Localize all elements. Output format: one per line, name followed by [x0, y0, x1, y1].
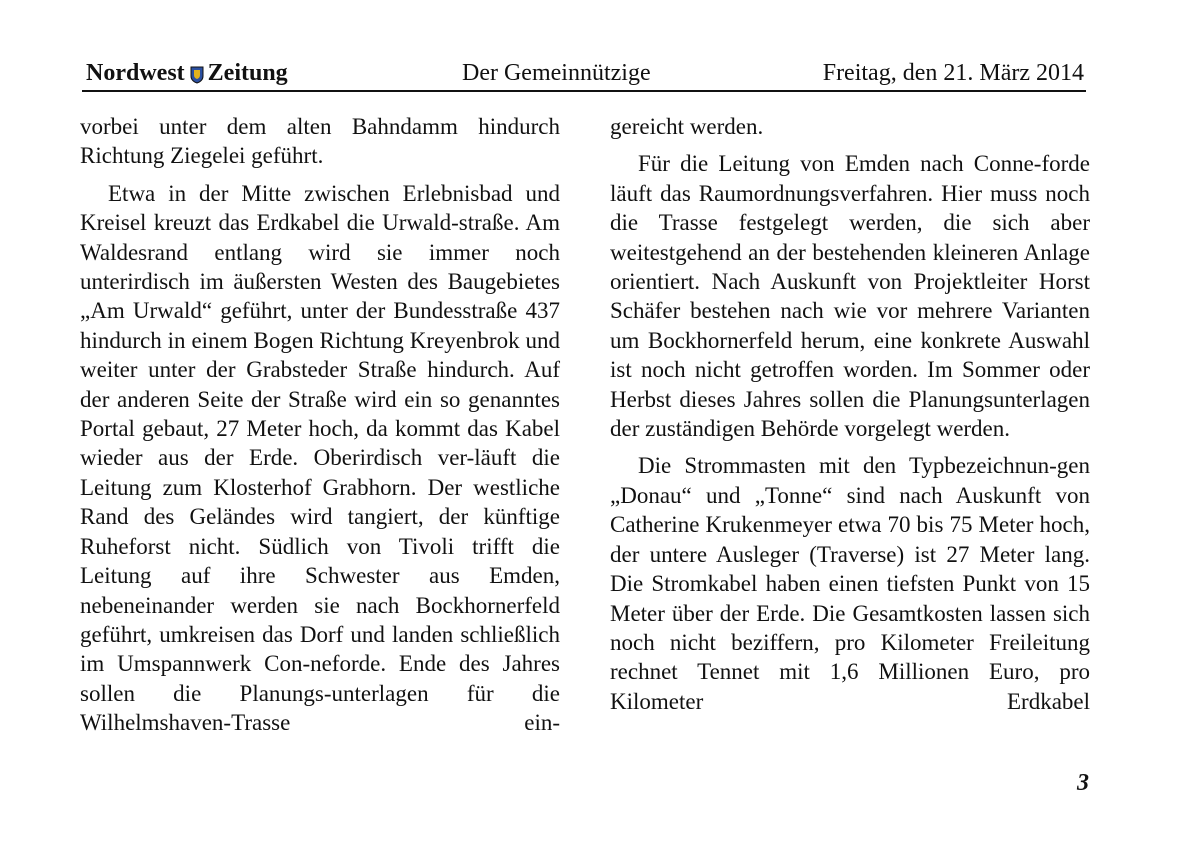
- masthead-word-nordwest: Nordwest: [86, 60, 185, 86]
- paragraph: Für die Leitung von Emden nach Conne-forde läuft das Raumordnungsverfahren. Hier muss noch die Trasse festgelegt werden, die sich aber weitestgehend an der bestehenden kleineren Anlage orientiert. Nach Auskunft von Projektleiter Horst Schäfer bestehen nach wie vor mehrere Varianten um Bockhornerfeld herum, eine konkrete Auswahl ist noch nicht getroffen worden. Im Sommer oder Herbst dieses Jahres sollen die Planungsunterlagen der zuständigen Behörde vorgelegt werden.: [610, 151, 1090, 442]
- masthead-word-zeitung: Zeitung: [207, 60, 288, 86]
- section-title: Der Gemeinnützige: [462, 60, 651, 86]
- article-column-right: [610, 112, 1090, 716]
- paragraph: gereicht werden.: [610, 114, 764, 139]
- page-number: 3: [1077, 770, 1089, 796]
- article-column-left: [80, 112, 560, 738]
- paragraph: vorbei unter dem alten Bahndamm hindurch Richtung Ziegelei geführt.: [80, 114, 560, 169]
- coat-of-arms-icon: [190, 66, 204, 84]
- paragraph: Etwa in der Mitte zwischen Erlebnisbad und Kreisel kreuzt das Erdkabel die Urwald-straße. Am Waldesrand entlang wird sie immer noch unterirdisch im äußersten Westen des Baugebietes „Am Urwald“ geführt, unter der Bundesstraße 437 hindurch in einem Bogen Richtung Kreyenbrok und weiter unter der Grabsteder Straße hindurch. Auf der anderen Seite der Straße wird ein so genanntes Portal gebaut, 27 Meter hoch, da kommt das Kabel wieder aus der Erde. Oberirdisch ver-läuft die Leitung zum Klosterhof Grabhorn. Der westliche Rand des Geländes wird tangiert, der künftige Ruheforst nicht. Südlich von Tivoli trifft die Leitung auf ihre Schwester aus Emden, nebeneinander werden sie nach Bockhornerfeld geführt, umkreisen das Dorf und landen schließlich im Umspannwerk Con-neforde. Ende des Jahres sollen die Planungs-unterlagen für die Wilhelmshaven-Trasse ein-: [80, 180, 560, 736]
- issue-date: Freitag, den 21. März 2014: [822, 60, 1084, 86]
- newspaper-masthead: [86, 60, 288, 87]
- paragraph: Die Strommasten mit den Typbezeichnun-gen „Donau“ und „Tonne“ sind nach Auskunft von Catherine Krukenmeyer etwa 70 bis 75 Meter hoch, der untere Ausleger (Traverse) ist 27 Meter lang. Die Stromkabel haben einen tiefsten Punkt von 15 Meter über der Erde. Die Gesamtkosten lassen sich noch nicht beziffern, pro Kilometer Freileitung rechnet Tennet mit 1,6 Millionen Euro, pro Kilometer Erdkabel: [610, 453, 1090, 714]
- page-header: [82, 58, 1086, 92]
